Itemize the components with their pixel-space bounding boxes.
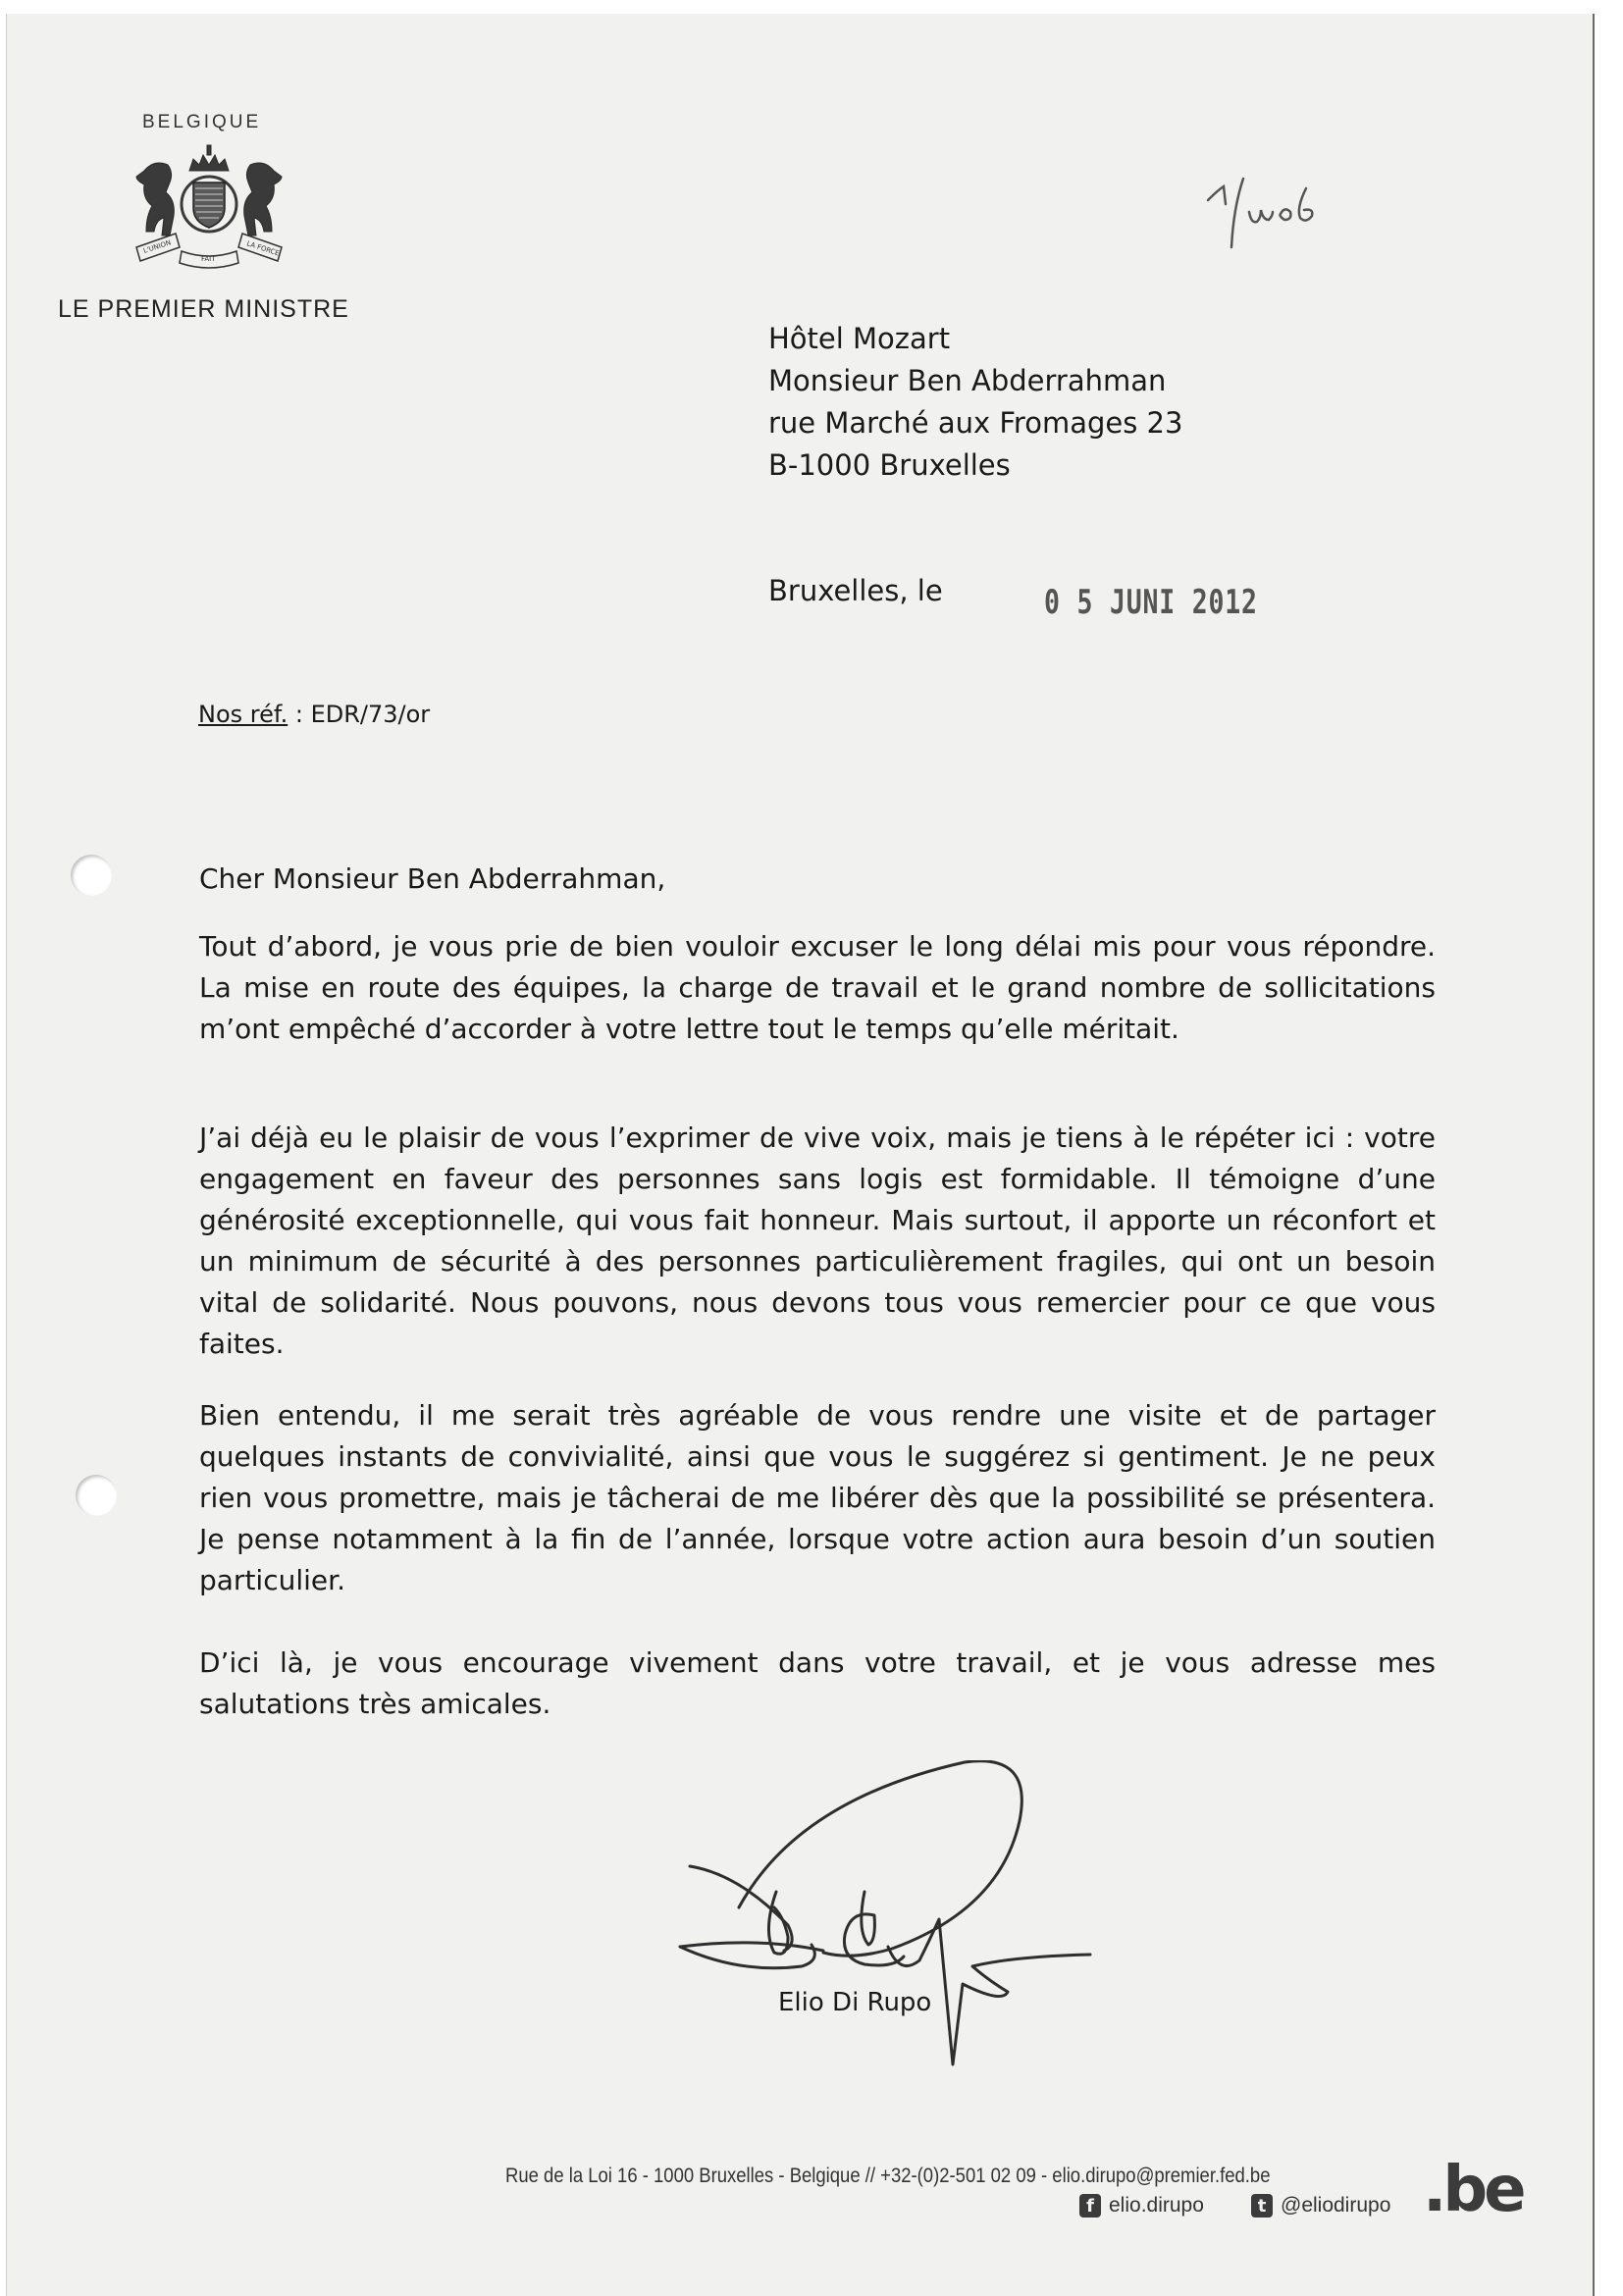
svg-text:LA FORCE: LA FORCE <box>245 239 281 258</box>
body-paragraph: Tout d’abord, je vous prie de bien vouloir excuser le long délai mis pour vous répondre. La mise en route des équipes, la charge de travail et le grand nombre de sollicitations m’ont empêché d’accorder à votre lettre tout le temps qu’elle méritait. <box>199 930 1436 1045</box>
reference-line <box>198 701 430 728</box>
body-paragraph: Bien entendu, il me serait très agréable de vous rendre une visite et de partager quelques instants de convivialité, ainsi que vous le suggérez si gentiment. Je ne peux rien vous promettre, mais je tâcherai de me libérer dès que la possibilité se présentera. Je pense notamment à la fin de l’année, lorsque votre action aura besoin d’un soutien particulier. <box>199 1399 1436 1596</box>
reference-separator: : <box>288 701 311 728</box>
address-line: Hôtel Mozart <box>768 322 951 355</box>
facebook-icon: f <box>1079 2194 1101 2218</box>
reference-label: Nos réf. <box>198 701 288 728</box>
svg-text:FAIT: FAIT <box>201 255 216 263</box>
footer-twitter <box>1251 2194 1390 2218</box>
handwritten-signature <box>662 1760 1133 2074</box>
twitter-icon: t <box>1251 2194 1273 2218</box>
address-line: rue Marché aux Fromages 23 <box>768 406 1183 440</box>
address-line: Monsieur Ben Abderrahman <box>768 364 1167 397</box>
twitter-handle: @eliodirupo <box>1281 2194 1391 2217</box>
punch-hole <box>76 1475 117 1516</box>
punch-hole <box>71 855 112 896</box>
svg-text:L'UNION: L'UNION <box>142 238 173 255</box>
recipient-address <box>768 318 1182 487</box>
handwritten-page-note <box>1206 171 1334 254</box>
address-line: B-1000 Bruxelles <box>768 448 1011 482</box>
reference-value: EDR/73/or <box>310 701 431 728</box>
body-paragraph: J’ai déjà eu le plaisir de vous l’exprimer de vive voix, mais je tiens à le répéter ici : votre engagement en faveur des personnes sans logis est formidable. Il témoigne d’une générosité exceptionnelle, qui vous fait honneur. Mais surtout, il apporte un réconfort et un minimum de sécurité à des personnes particulièrement fragiles, qui ont un besoin vital de solidarité. Nous pouvons, nous devons tous vous remercier pour ce que vous faites. <box>199 1122 1436 1360</box>
be-logo: .be <box>1423 2154 1523 2226</box>
coat-of-arms-logo <box>123 143 295 273</box>
facebook-handle: elio.dirupo <box>1109 2194 1204 2217</box>
footer-facebook <box>1079 2194 1204 2218</box>
signer-name: Elio Di Rupo <box>778 1988 932 2017</box>
salutation: Cher Monsieur Ben Abderrahman, <box>199 862 666 895</box>
date-stamp: 0 5 JUNI 2012 <box>1044 583 1258 622</box>
letter-page <box>6 14 1595 2296</box>
dateline-place: Bruxelles, le <box>768 574 943 607</box>
letterhead-office: LE PREMIER MINISTRE <box>58 295 349 323</box>
footer-contact: Rue de la Loi 16 - 1000 Bruxelles - Belgique // +32-(0)2-501 02 09 - elio.dirupo@premier.fed.be <box>505 2165 1271 2187</box>
letterhead-country: BELGIQUE <box>142 112 262 132</box>
body-paragraph: D’ici là, je vous encourage vivement dans votre travail, et je vous adresse mes salutations très amicales. <box>199 1646 1436 1720</box>
